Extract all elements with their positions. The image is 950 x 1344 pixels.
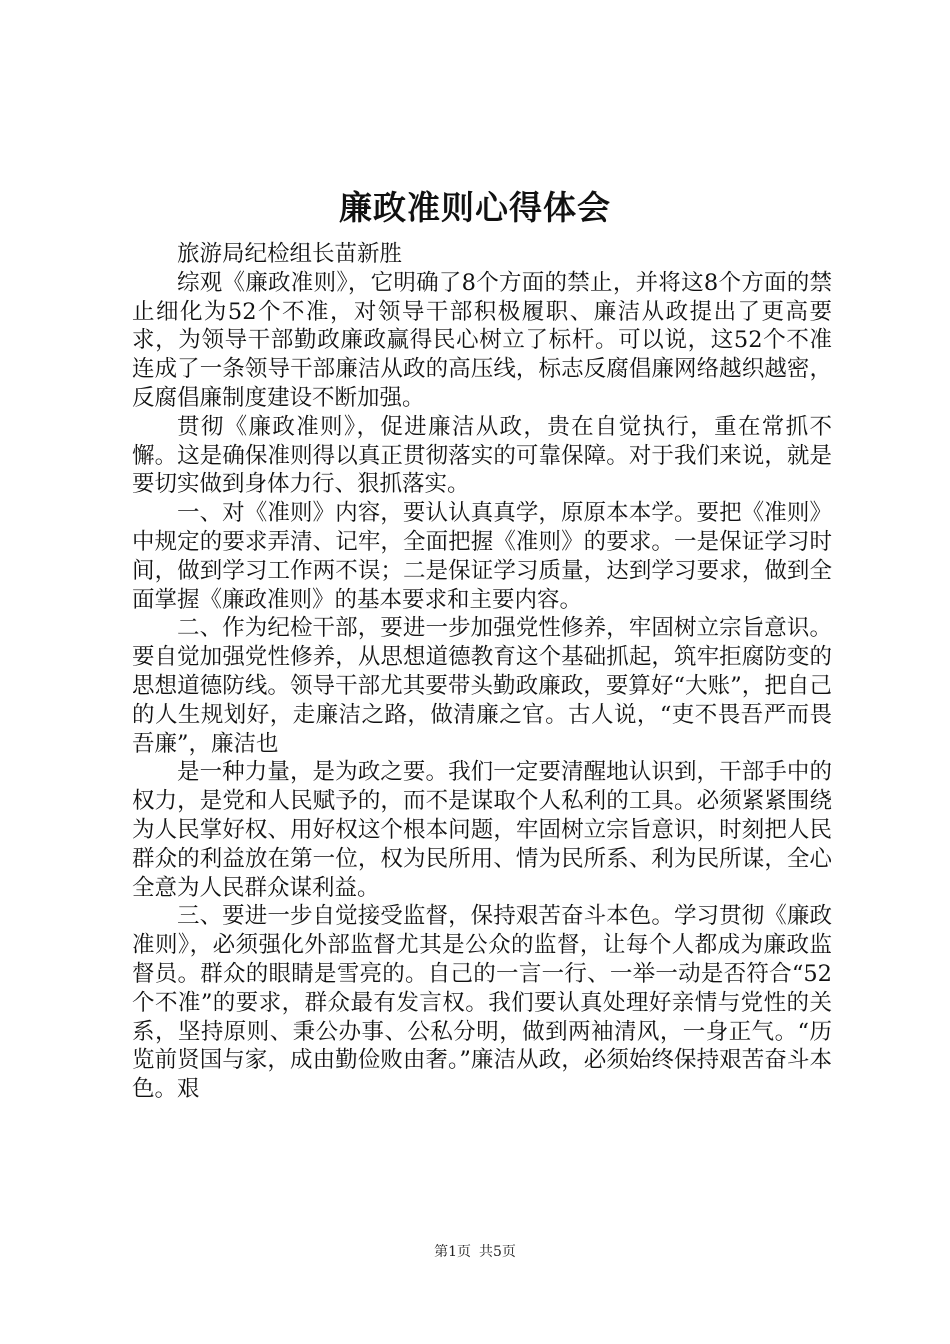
author-line: 旅游局纪检组长苗新胜 (177, 241, 403, 267)
body-paragraph: 贯彻《廉政准则》，促进廉洁从政，贵在自觉执行，重在常抓不懈。这是确保准则得以真正贯彻落实的可靠保障。对于我们来说，就是要切实做到身体力行、狠抓落实。 (132, 413, 832, 498)
document-title: 廉政准则心得体会 (339, 188, 611, 227)
body-paragraph: 是一种力量，是为政之要。我们一定要清醒地认识到，干部手中的权力，是党和人民赋予的，而不是谋取个人私利的工具。必须紧紧围绕为人民掌好权、用好权这个根本问题，牢固树立宗旨意识，时刻把人民群众的利益放在第一位，权为民所用、情为民所系、利为民所谋，全心全意为人民群众谋利益。 (132, 759, 832, 901)
body-paragraph: 二、作为纪检干部，要进一步加强党性修养，牢固树立宗旨意识。要自觉加强党性修养，从思想道德教育这个基础抓起，筑牢拒腐防变的思想道德防线。领导干部尤其要带头勤政廉政，要算好“大账”，把自己的人生规划好，走廉洁之路，做清廉之官。古人说，“吏不畏吾严而畏吾廉”，廉洁也 (132, 615, 832, 757)
page-footer (0, 1242, 950, 1262)
page-number: 第1页 (434, 1244, 471, 1260)
body-paragraph: 综观《廉政准则》，它明确了8个方面的禁止，并将这8个方面的禁止细化为52个不准，对领导干部积极履职、廉洁从政提出了更高要求，为领导干部勤政廉政赢得民心树立了标杆。可以说，这52个不准连成了一条领导干部廉洁从政的高压线，标志反腐倡廉网络越织越密，反腐倡廉制度建设不断加强。 (132, 269, 832, 411)
document-body (132, 240, 832, 1104)
page-total: 共5页 (479, 1244, 516, 1260)
body-paragraph: 三、要进一步自觉接受监督，保持艰苦奋斗本色。学习贯彻《廉政准则》，必须强化外部监督尤其是公众的监督，让每个人都成为廉政监督员。群众的眼睛是雪亮的。自己的一言一行、一举一动是否符合“52个不准”的要求，群众最有发言权。我们要认真处理好亲情与党性的关系，坚持原则、秉公办事、公私分明，做到两袖清风，一身正气。“历览前贤国与家，成由勤俭败由奢。”廉洁从政，必须始终保持艰苦奋斗本色。艰 (132, 903, 832, 1103)
body-paragraph: 一、对《准则》内容，要认认真真学，原原本本学。要把《准则》中规定的要求弄清、记牢，全面把握《准则》的要求。一是保证学习时间，做到学习工作两不误；二是保证学习质量，达到学习要求，做到全面掌握《廉政准则》的基本要求和主要内容。 (132, 500, 832, 613)
